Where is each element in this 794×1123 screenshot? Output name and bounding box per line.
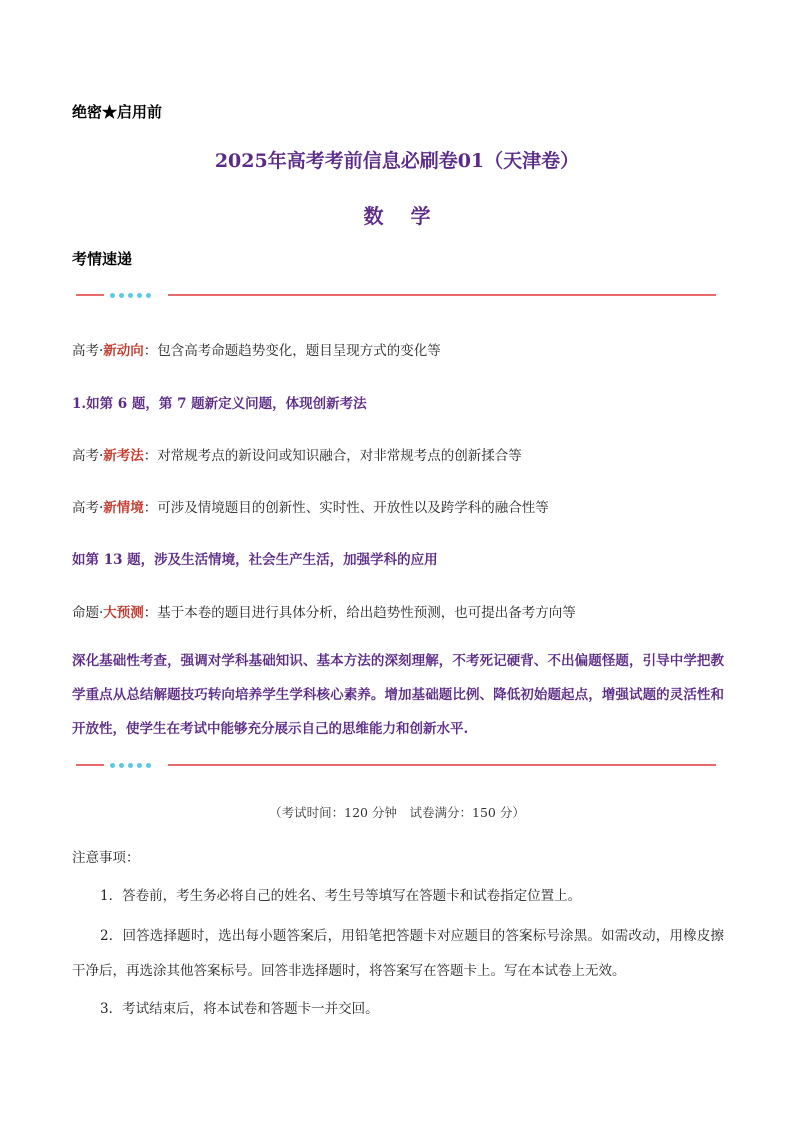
notice-item-3: 3．考试结束后，将本试卷和答题卡一并交回。 [100, 1001, 379, 1017]
item-prediction: 命题·大预测：基于本卷的题目进行具体分析，给出趋势性预测，也可提出备考方向等 [72, 605, 576, 621]
notice-item-1: 1．答卷前，考生务必将自己的姓名、考生号等填写在答题卡和试卷指定位置上。 [100, 888, 582, 904]
bottom-divider [76, 760, 716, 770]
item-new-method: 高考·新考法：对常规考点的新设问或知识融合，对非常规考点的创新揉合等 [72, 448, 522, 464]
section-heading: 考情速递 [72, 250, 133, 268]
exam-info: （考试时间：120 分钟 试卷满分：150 分） [269, 805, 525, 820]
highlight-new-context: 如第 13 题，涉及生活情境，社会生产生活，加强学科的应用 [72, 552, 438, 568]
tag-new-trend: 新动向 [103, 343, 144, 359]
item-new-trend: 高考·新动向：包含高考命题趋势变化，题目呈现方式的变化等 [72, 343, 441, 359]
page-title: 2025年高考考前信息必刷卷01（天津卷） [214, 150, 580, 172]
notice-item-2: 2．回答选择题时，选出每小题答案后，用铅笔把答题卡对应题目的答案标号涂黑。如需改动，用橡皮擦干净后，再选涂其他答案标号。回答非选择题时，将答案写在答题卡上。写在本试卷上无效。 [72, 928, 724, 979]
tag-prediction: 大预测 [103, 605, 144, 621]
confidential-label: 绝密★启用前 [72, 103, 163, 121]
prediction-paragraph: 深化基础性考查，强调对学科基础知识、基本方法的深刻理解，不考死记硬背、不出偏题怪题，引导中学把教学重点从总结解题技巧转向培养学生学科核心素养。增加基础题比例、降低初始题起点，增强试题的灵活性和开放性，使学生在考试中能够充分展示自己的思维能力和创新水平. [72, 653, 724, 737]
notice-heading: 注意事项： [72, 850, 140, 866]
tag-new-context: 新情境 [103, 500, 144, 516]
item-new-context: 高考·新情境：可涉及情境题目的创新性、实时性、开放性以及跨学科的融合性等 [72, 500, 549, 516]
highlight-new-method: 1.如第 6 题，第 7 题新定义问题，体现创新考法 [72, 396, 367, 412]
top-divider [76, 290, 716, 300]
tag-new-method: 新考法 [103, 448, 144, 464]
subject-title: 数 学 [363, 204, 441, 228]
